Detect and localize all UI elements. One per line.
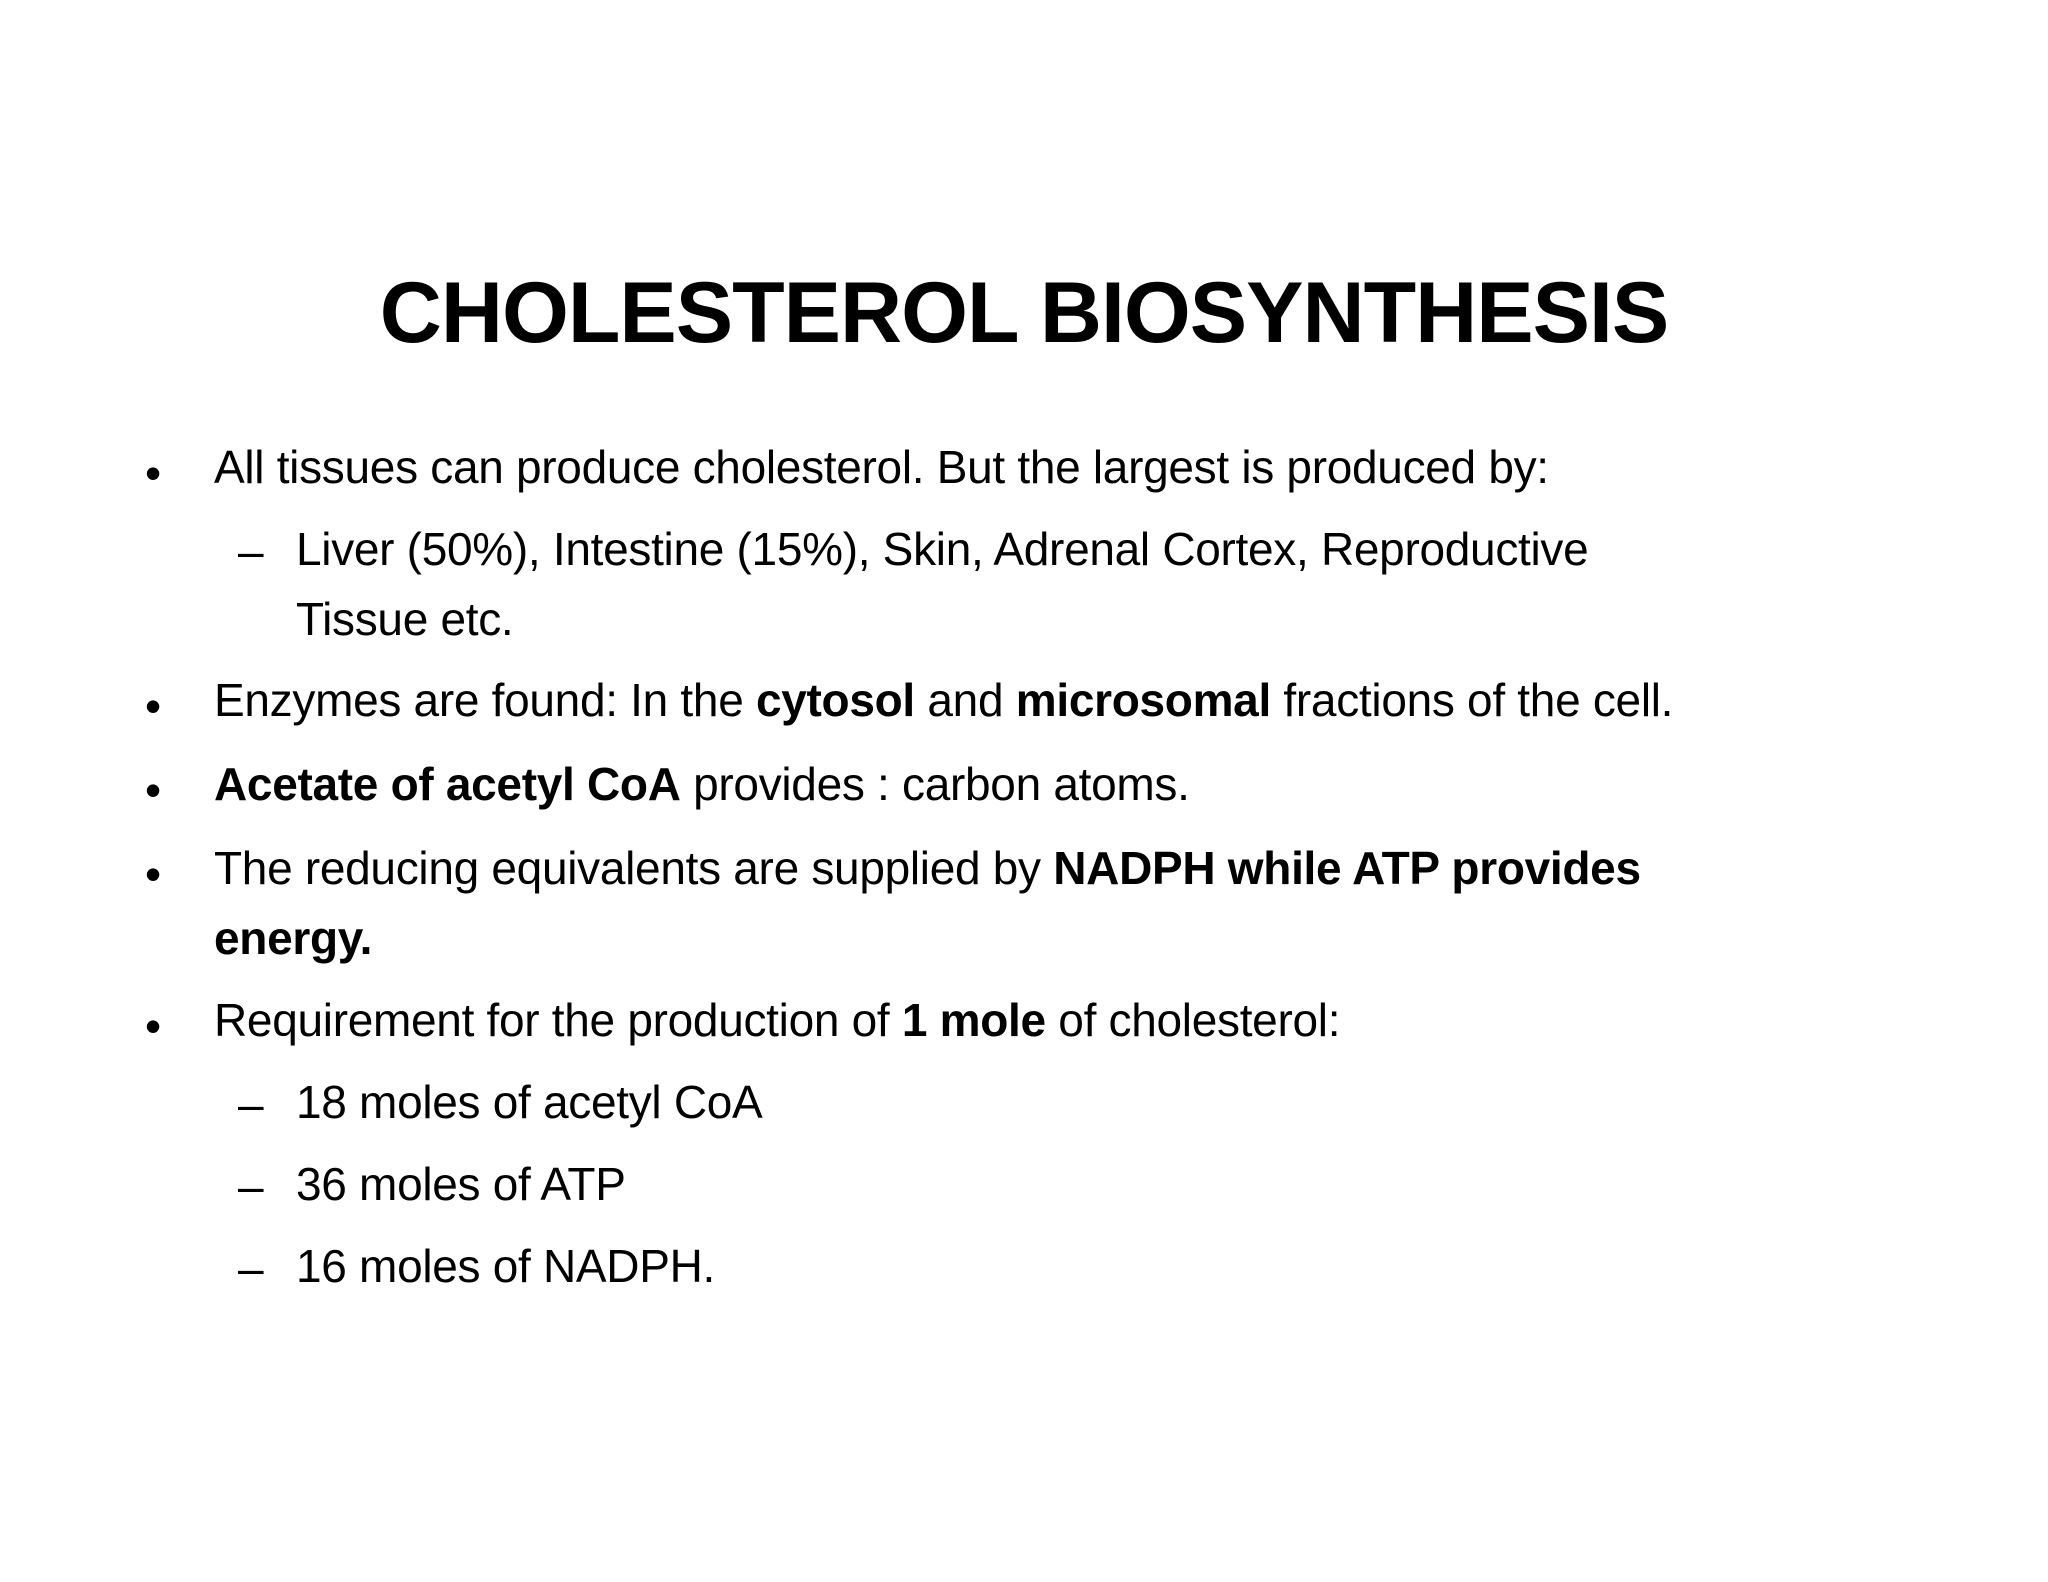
slide-title: CHOLESTEROL BIOSYNTHESIS — [379, 265, 1669, 361]
dash-marker: – — [238, 1242, 264, 1294]
sub-bullet-1-line-2: Tissue etc. — [296, 593, 514, 645]
bullet-marker: • — [145, 848, 162, 900]
bullet-2-mid: and — [914, 674, 1016, 726]
bullet-2-bold-microsomal: microsomal — [1015, 674, 1271, 726]
bullet-4-text — [214, 842, 1641, 894]
sub-bullet-1-line-1: Liver (50%), Intestine (15%), Skin, Adrenal Cortex, Reproductive — [296, 523, 1589, 575]
bullet-4-line-2 — [214, 912, 373, 964]
bullet-2-text — [214, 674, 1674, 726]
bullet-2-bold-cytosol: cytosol — [755, 674, 915, 726]
bullet-2-post: fractions of the cell. — [1270, 674, 1674, 726]
bullet-5-post: of cholesterol: — [1045, 994, 1341, 1046]
bullet-3-post: provides : carbon atoms. — [680, 758, 1190, 810]
bullet-4-bold-2: energy. — [214, 912, 373, 964]
bullet-4-bold-1: NADPH while ATP provides — [1053, 842, 1641, 894]
bullet-marker: • — [145, 1000, 162, 1052]
sub-bullet-5-3: 16 moles of NADPH. — [296, 1240, 715, 1292]
bullet-5-pre: Requirement for the production of — [214, 994, 902, 1046]
sub-bullet-5-1: 18 moles of acetyl CoA — [296, 1076, 763, 1128]
bullet-3-bold: Acetate of acetyl CoA — [214, 758, 681, 810]
bullet-1-text: All tissues can produce cholesterol. But the largest is produced by: — [214, 441, 1549, 493]
bullet-2-pre: Enzymes are found: In the — [214, 674, 756, 726]
bullet-marker: • — [145, 764, 162, 816]
bullet-marker: • — [145, 447, 162, 499]
bullet-5-text — [214, 994, 1341, 1046]
sub-bullet-5-2: 36 moles of ATP — [296, 1158, 626, 1210]
bullet-5-bold: 1 mole — [901, 994, 1046, 1046]
bullet-4-pre: The reducing equivalents are supplied by — [214, 842, 1054, 894]
dash-marker: – — [238, 525, 264, 577]
dash-marker: – — [238, 1078, 264, 1130]
bullet-marker: • — [145, 680, 162, 732]
bullet-3-text — [214, 758, 1190, 810]
dash-marker: – — [238, 1160, 264, 1212]
